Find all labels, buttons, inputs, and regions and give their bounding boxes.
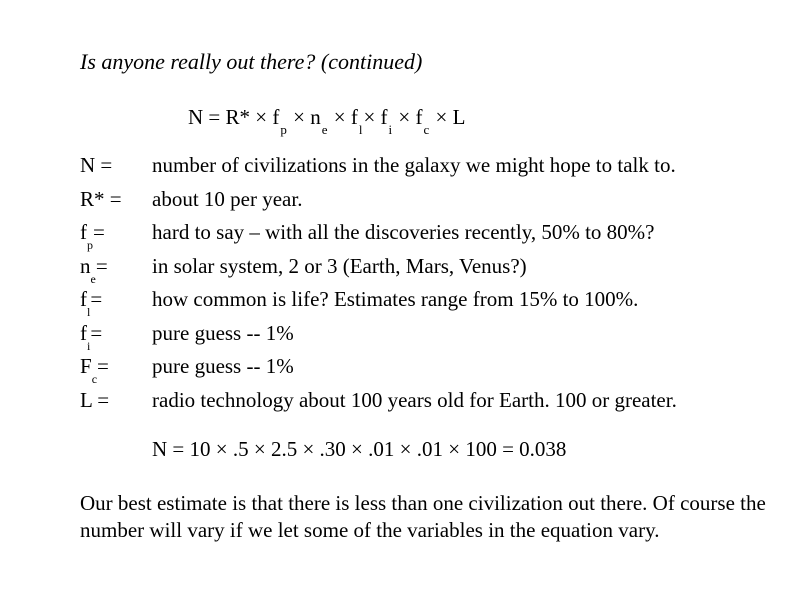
equation-subscript: l	[358, 122, 363, 137]
calculation: N = 10 × .5 × 2.5 × .30 × .01 × .01 × 100 = 0.038	[152, 437, 567, 461]
variable-subscript: l	[87, 305, 91, 319]
variable-symbol: n	[80, 253, 91, 278]
definition-row-fc	[80, 352, 780, 386]
definition-variable	[80, 285, 103, 319]
definition-row-n	[80, 151, 780, 185]
equals-sign: =	[90, 320, 103, 345]
definition-variable	[80, 218, 105, 252]
equation-part: N = R* × f	[188, 105, 280, 129]
definition-row-fl	[80, 285, 780, 319]
variable-symbol: F	[80, 354, 92, 378]
equation-subscript: e	[321, 122, 328, 137]
definition-variable: R* =	[80, 186, 122, 211]
definition-row-l	[80, 386, 780, 420]
definition-text: in solar system, 2 or 3 (Earth, Mars, Venus?)	[152, 253, 527, 278]
definition-variable: N =	[80, 153, 113, 177]
definition-text: about 10 per year.	[152, 186, 303, 211]
variable-symbol: f	[80, 320, 87, 345]
definitions-list	[80, 151, 780, 419]
definition-row-ne	[80, 252, 780, 286]
variable-symbol: f	[80, 220, 87, 244]
variable-symbol: f	[80, 287, 87, 311]
conclusion-text: Our best estimate is that there is less than one civilization out there. Of course the number will vary if we let some of the variables in the equation vary.	[80, 491, 766, 542]
equation-subscript: c	[423, 122, 430, 137]
equals-sign: =	[90, 287, 103, 311]
definition-text: how common is life? Estimates range from 15% to 100%.	[152, 287, 639, 311]
slide-title: Is anyone really out there? (continued)	[80, 49, 423, 74]
definition-row-rstar	[80, 185, 780, 219]
equation-subscript: p	[280, 122, 287, 137]
variable-subscript: i	[87, 338, 91, 353]
definition-text: number of civilizations in the galaxy we might hope to talk to.	[152, 153, 676, 177]
equation-subscript: i	[388, 122, 393, 137]
equation-part: × f	[363, 105, 388, 129]
drake-equation	[188, 104, 466, 137]
equation-part: × f	[393, 105, 423, 129]
definition-text: pure guess -- 1%	[152, 320, 294, 345]
equals-sign: =	[97, 354, 109, 378]
definition-variable	[80, 252, 108, 286]
equals-sign: =	[93, 220, 105, 244]
definition-variable	[80, 352, 109, 386]
definition-text: radio technology about 100 years old for Earth. 100 or greater.	[152, 387, 677, 412]
variable-subscript: e	[90, 271, 96, 286]
definition-text: hard to say – with all the discoveries recently, 50% to 80%?	[152, 220, 655, 244]
equals-sign: =	[95, 253, 108, 278]
definition-variable: L =	[80, 387, 110, 412]
variable-subscript: p	[87, 238, 93, 252]
definition-variable	[80, 319, 103, 353]
equation-part: × n	[287, 105, 321, 129]
definition-text: pure guess -- 1%	[152, 354, 294, 378]
definition-row-fi	[80, 319, 780, 353]
definition-row-fp	[80, 218, 780, 252]
equation-part: × f	[328, 105, 358, 129]
variable-subscript: c	[91, 372, 98, 386]
equation-part: × L	[430, 105, 466, 129]
